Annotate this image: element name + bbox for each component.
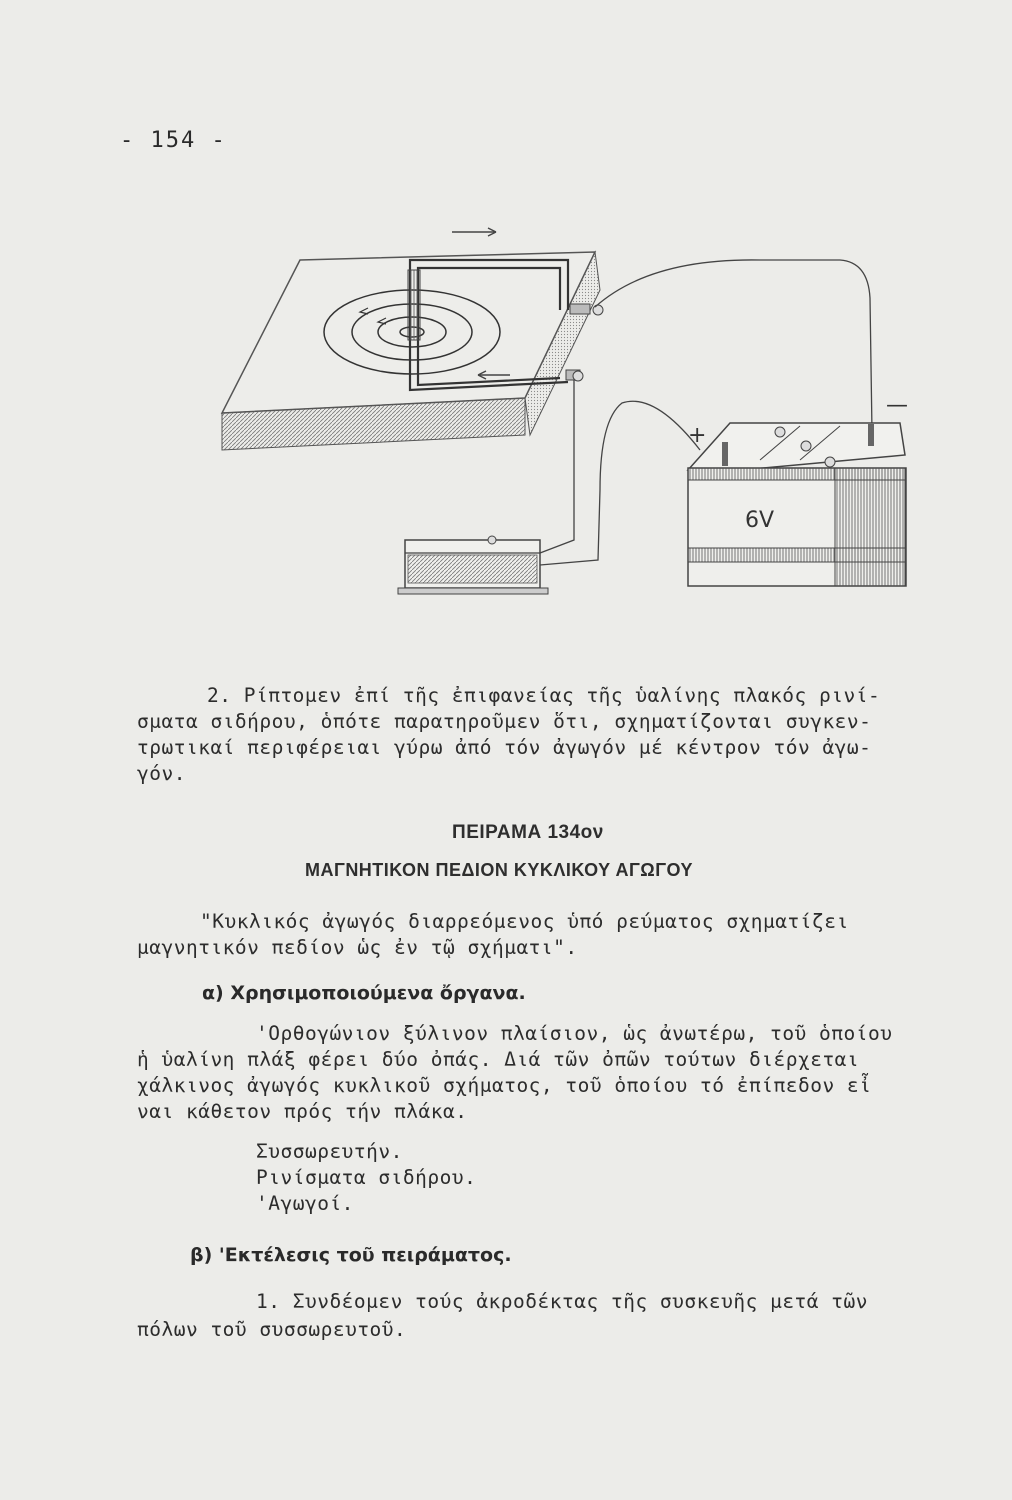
section-a-line-1: 'Ορθογώνιον ξύλινον πλαίσιον, ὡς ἀνωτέρω, τοῦ ὁποίου xyxy=(256,1022,893,1045)
section-b-title: β) 'Εκτέλεσις τοῦ πειράματος. xyxy=(190,1244,512,1266)
terminal-bottom xyxy=(566,370,583,381)
section-b-line-1: 1. Συνδέομεν τούς ἀκροδέκτας τῆς συσκευῆς μετά τῶν xyxy=(256,1290,868,1313)
rheostat xyxy=(398,536,548,594)
experiment-subtitle: ΜΑΓΝΗΤΙΚΟΝ ΠΕΔΙΟΝ ΚΥΚΛΙΚΟΥ ΑΓΩΓΟΥ xyxy=(305,860,694,880)
quote-line-2: μαγνητικόν πεδίον ὡς ἐν τῷ σχήματι". xyxy=(137,936,578,959)
battery xyxy=(688,393,908,586)
paragraph-2-line-1: 2. Ρίπτομεν ἐπί τῆς ἐπιφανείας τῆς ὑαλίνης πλακός ρινί- xyxy=(207,684,881,707)
battery-voltage-label: 6V xyxy=(745,508,775,533)
positive-terminal-sign: + xyxy=(688,423,707,448)
section-a-title: α) Χρησιμοποιούμενα ὄργανα. xyxy=(202,982,526,1004)
experiment-title: ΠΕΙΡΑΜΑ 134ον xyxy=(452,822,604,843)
current-arrow-top xyxy=(452,228,496,236)
section-a-line-3: χάλκινος ἀγωγός κυκλικοῦ σχήματος, τοῦ ὁποίου τό ἐπίπεδον εἶ xyxy=(137,1074,872,1097)
material-item-3: 'Αγωγοί. xyxy=(256,1192,354,1215)
page-number: - 154 - xyxy=(120,128,227,153)
quote-line-1: "Κυκλικός ἀγωγός διαρρεόμενος ὑπό ρεύματος σχηματίζει xyxy=(200,910,849,933)
experiment-figure xyxy=(200,210,920,610)
material-item-1: Συσσωρευτήν. xyxy=(256,1140,403,1163)
section-b-line-2: πόλων τοῦ συσσωρευτοῦ. xyxy=(137,1318,407,1341)
paragraph-2-line-2: σματα σιδήρου, ὁπότε παρατηροῦμεν ὅτι, σχηματίζονται συγκεν- xyxy=(137,710,872,733)
apparatus-illustration xyxy=(200,210,920,610)
negative-terminal-sign: — xyxy=(886,393,908,418)
paragraph-2-line-4: γόν. xyxy=(137,762,186,785)
section-a-line-4: ναι κάθετον πρός τήν πλάκα. xyxy=(137,1100,468,1123)
section-a-line-2: ἡ ὑαλίνη πλάξ φέρει δύο ὀπάς. Διά τῶν ὀπῶν τούτων διέρχεται xyxy=(137,1048,860,1071)
material-item-2: Ρινίσματα σιδήρου. xyxy=(256,1166,477,1189)
paragraph-2-line-3: τρωτικαί περιφέρειαι γύρω ἀπό τόν ἀγωγόν μέ κέντρον τόν ἀγω- xyxy=(137,736,872,759)
terminal-top xyxy=(570,304,603,315)
